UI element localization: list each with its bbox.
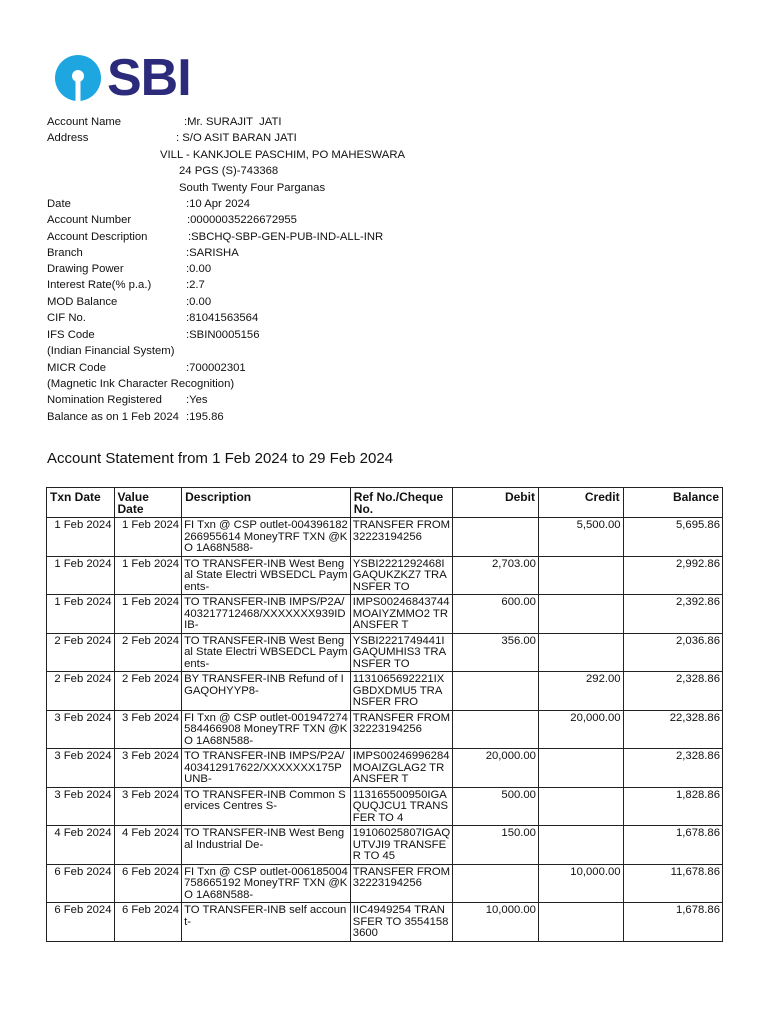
cell-credit — [538, 749, 623, 788]
cell-balance: 2,328.86 — [623, 749, 722, 788]
branch-value: :SARISHA — [186, 247, 239, 259]
cell-description: BY TRANSFER-INB Refund of IGAQOHYYP8- — [182, 672, 351, 711]
account-description-value: :SBCHQ-SBP-GEN-PUB-IND-ALL-INR — [188, 231, 384, 243]
cell-ref-no: YSBI2221292468IGAQUKZKZ7 TRANSFER TO — [350, 556, 453, 595]
date-value: :10 Apr 2024 — [186, 198, 251, 210]
cell-ref-no: IMPS00246843744MOAIYZMMO2 TRANSFER T — [350, 595, 453, 634]
cell-credit: 10,000.00 — [538, 864, 623, 903]
cell-credit: 292.00 — [538, 672, 623, 711]
cell-ref-no: YSBI2221749441IGAQUMHIS3 TRANSFER TO — [350, 633, 453, 672]
sbi-logo-text: SBI — [107, 49, 191, 107]
table-row — [47, 864, 723, 903]
cell-ref-no: TRANSFER FROM 32223194256 — [350, 518, 453, 557]
table-row — [47, 710, 723, 749]
cell-txn-date: 6 Feb 2024 — [47, 864, 115, 903]
cell-description: FI Txn @ CSP outlet-006185004758665192 MoneyTRF TXN @KO 1A68N588- — [182, 864, 351, 903]
cell-debit — [453, 672, 539, 711]
address-line-2-text: VILL - KANKJOLE PASCHIM, PO MAHESWARA — [160, 149, 406, 161]
cell-balance: 5,695.86 — [623, 518, 722, 557]
header-debit: Debit — [453, 488, 539, 518]
cell-ref-no: IMPS00246996284MOAIZGLAG2 TRANSFER T — [350, 749, 453, 788]
micr-code-value: :700002301 — [186, 362, 246, 374]
cell-description: TO TRANSFER-INB IMPS/P2A/403217712468/XXXXXXX939IDIB- — [182, 595, 351, 634]
header-value-date: Value Date — [114, 488, 182, 518]
table-row — [47, 749, 723, 788]
cell-debit — [453, 710, 539, 749]
date-label: Date — [47, 198, 71, 210]
cell-txn-date: 4 Feb 2024 — [47, 826, 115, 865]
cell-value-date: 1 Feb 2024 — [114, 595, 182, 634]
cell-debit: 600.00 — [453, 595, 539, 634]
ifs-code-label: IFS Code — [47, 329, 95, 341]
cell-value-date: 2 Feb 2024 — [114, 633, 182, 672]
cell-credit — [538, 633, 623, 672]
cell-credit — [538, 556, 623, 595]
table-row — [47, 903, 723, 942]
cell-balance: 11,678.86 — [623, 864, 722, 903]
statement-title: Account Statement from 1 Feb 2024 to 29 Feb 2024 — [47, 450, 394, 467]
ifs-note: (Indian Financial System) — [47, 345, 175, 357]
header-balance: Balance — [623, 488, 722, 518]
nomination-label: Nomination Registered — [47, 394, 162, 406]
cell-value-date: 6 Feb 2024 — [114, 903, 182, 942]
cell-description: TO TRANSFER-INB Common Services Centres S- — [182, 787, 351, 826]
cell-txn-date: 3 Feb 2024 — [47, 749, 115, 788]
cell-value-date: 1 Feb 2024 — [114, 556, 182, 595]
opening-balance-value: :195.86 — [186, 411, 224, 423]
cell-ref-no: 1131065692221IXGBDXDMU5 TRANSFER FRO — [350, 672, 453, 711]
cell-txn-date: 2 Feb 2024 — [47, 633, 115, 672]
cell-ref-no: TRANSFER FROM 32223194256 — [350, 710, 453, 749]
cell-debit: 20,000.00 — [453, 749, 539, 788]
header-description: Description — [182, 488, 351, 518]
cell-credit — [538, 595, 623, 634]
cell-balance: 2,328.86 — [623, 672, 722, 711]
account-number-label: Account Number — [47, 214, 132, 226]
cell-credit: 20,000.00 — [538, 710, 623, 749]
cell-credit — [538, 787, 623, 826]
cell-txn-date: 1 Feb 2024 — [47, 556, 115, 595]
cell-balance: 22,328.86 — [623, 710, 722, 749]
cell-debit — [453, 864, 539, 903]
cell-value-date: 3 Feb 2024 — [114, 749, 182, 788]
cell-balance: 1,678.86 — [623, 903, 722, 942]
cif-label: CIF No. — [47, 312, 86, 324]
cell-value-date: 1 Feb 2024 — [114, 518, 182, 557]
table-row — [47, 672, 723, 711]
cell-txn-date: 3 Feb 2024 — [47, 787, 115, 826]
micr-code-label: MICR Code — [47, 362, 107, 374]
cell-description: TO TRANSFER-INB West Bengal State Electri WBSEDCL Payments- — [182, 556, 351, 595]
cell-debit — [453, 518, 539, 557]
header-ref-no: Ref No./Cheque No. — [350, 488, 453, 518]
cell-ref-no: 19106025807IGAQUTVJI9 TRANSFER TO 45 — [350, 826, 453, 865]
account-description-label: Account Description — [47, 231, 148, 243]
cell-description: TO TRANSFER-INB West Bengal Industrial De- — [182, 826, 351, 865]
micr-note: (Magnetic Ink Character Recognition) — [47, 378, 235, 390]
address-label: Address — [47, 132, 89, 144]
cell-description: FI Txn @ CSP outlet-001947274584466908 MoneyTRF TXN @KO 1A68N588- — [182, 710, 351, 749]
table-row — [47, 556, 723, 595]
nomination-value: :Yes — [186, 394, 208, 406]
cell-debit: 356.00 — [453, 633, 539, 672]
account-number-value: :00000035226672955 — [187, 214, 297, 226]
header-txn-date: Txn Date — [47, 488, 115, 518]
cell-description: TO TRANSFER-INB self account- — [182, 903, 351, 942]
cell-debit: 10,000.00 — [453, 903, 539, 942]
sbi-emblem-icon — [55, 55, 101, 101]
interest-rate-label: Interest Rate(% p.a.) — [47, 279, 152, 291]
cell-value-date: 3 Feb 2024 — [114, 710, 182, 749]
address-value: : S/O ASIT BARAN JATI — [176, 132, 297, 144]
cell-txn-date: 1 Feb 2024 — [47, 595, 115, 634]
cif-value: :81041563564 — [186, 312, 259, 324]
cell-txn-date: 6 Feb 2024 — [47, 903, 115, 942]
cell-value-date: 4 Feb 2024 — [114, 826, 182, 865]
cell-debit: 2,703.00 — [453, 556, 539, 595]
branch-label: Branch — [47, 247, 83, 259]
cell-credit: 5,500.00 — [538, 518, 623, 557]
table-row — [47, 595, 723, 634]
cell-debit: 150.00 — [453, 826, 539, 865]
transactions-table — [46, 487, 723, 942]
header-credit: Credit — [538, 488, 623, 518]
mod-balance-value: :0.00 — [186, 296, 212, 308]
cell-description: FI Txn @ CSP outlet-004396182266955614 MoneyTRF TXN @KO 1A68N588- — [182, 518, 351, 557]
cell-txn-date: 3 Feb 2024 — [47, 710, 115, 749]
cell-ref-no: 113165500950IGAQUQJCU1 TRANSFER TO 4 — [350, 787, 453, 826]
table-row — [47, 518, 723, 557]
account-name-value: :Mr. SURAJIT JATI — [184, 116, 282, 128]
address-line-3-text: 24 PGS (S)-743368 — [179, 165, 279, 177]
cell-balance: 2,392.86 — [623, 595, 722, 634]
cell-debit: 500.00 — [453, 787, 539, 826]
cell-txn-date: 1 Feb 2024 — [47, 518, 115, 557]
address-line-4-text: South Twenty Four Parganas — [179, 182, 326, 194]
cell-ref-no: TRANSFER FROM 32223194256 — [350, 864, 453, 903]
drawing-power-label: Drawing Power — [47, 263, 124, 275]
mod-balance-label: MOD Balance — [47, 296, 118, 308]
cell-value-date: 2 Feb 2024 — [114, 672, 182, 711]
drawing-power-value: :0.00 — [186, 263, 212, 275]
ifs-code-value: :SBIN0005156 — [186, 329, 260, 341]
interest-rate-value: :2.7 — [186, 279, 205, 291]
cell-balance: 1,678.86 — [623, 826, 722, 865]
cell-txn-date: 2 Feb 2024 — [47, 672, 115, 711]
cell-description: TO TRANSFER-INB IMPS/P2A/403412917622/XXXXXXX175PUNB- — [182, 749, 351, 788]
opening-balance-label: Balance as on 1 Feb 2024 — [47, 411, 179, 423]
cell-value-date: 6 Feb 2024 — [114, 864, 182, 903]
cell-balance: 2,036.86 — [623, 633, 722, 672]
cell-description: TO TRANSFER-INB West Bengal State Electri WBSEDCL Payments- — [182, 633, 351, 672]
cell-value-date: 3 Feb 2024 — [114, 787, 182, 826]
account-name-label: Account Name — [47, 116, 122, 128]
cell-ref-no: IIC4949254 TRANSFER TO 35541583600 — [350, 903, 453, 942]
cell-credit — [538, 903, 623, 942]
cell-balance: 2,992.86 — [623, 556, 722, 595]
sbi-logo — [55, 49, 191, 107]
table-row — [47, 787, 723, 826]
table-row — [47, 826, 723, 865]
table-header-row — [47, 488, 723, 518]
cell-balance: 1,828.86 — [623, 787, 722, 826]
table-row — [47, 633, 723, 672]
cell-credit — [538, 826, 623, 865]
